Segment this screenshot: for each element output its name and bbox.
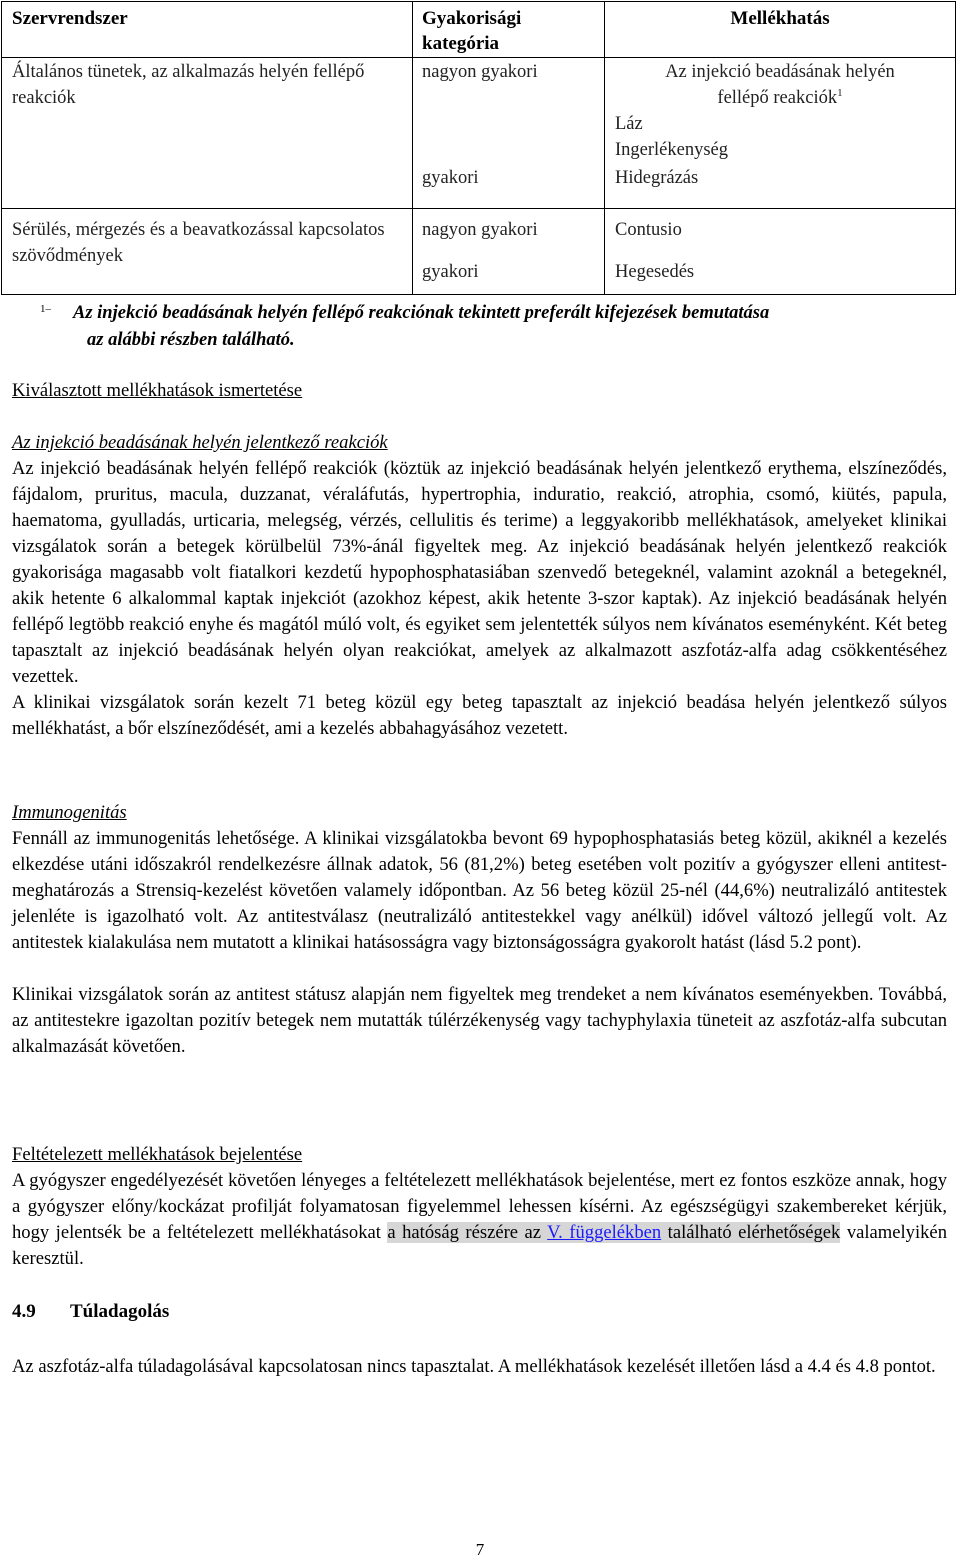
table-freq-common: gyakori [422,168,479,188]
table-ae-line: Az injekció beadásának helyén [665,62,895,82]
table-footnote [40,300,945,354]
table-freq-very-common: nagyon gyakori [422,220,538,240]
table-ae-chills: Hidegrázás [615,168,699,188]
section-reporting [12,1142,947,1272]
table-ae-line: fellépő reakciók$^1$ [717,86,843,108]
table-header-soc: Szervrendszer [12,8,128,29]
table-ae-scar: Hegesedés [615,262,695,282]
highlighted-text: a hatóság részére az V. függelékben található elérhetőségek [387,1222,841,1243]
section-injection-site-reactions [12,430,947,742]
table-row-divider [2,57,955,58]
table-freq-very-common: nagyon gyakori [422,62,538,82]
paragraph: Az injekció beadásának helyén fellépő reakciók (köztük az injekció beadásának helyén jelentkező erythema, elszíneződés, fájdalom, pruritus, macula, duzzanat, véraláfutás, hypertrophia, induratio, reakció, atrophia, csomó, kiütés, papula, haematoma, gyulladás, urticaria, melegség, vérzés, cellulitis és terime) a leggyakoribb mellékhatások, amelyeket klinikai vizsgálatok során a betegek körülbelül 73%-ánál figyeltek meg. Az injekció beadásának helyén jelentkező reakciók gyakorisága magasabb volt fiatalkori kezdetű hypophosphatasiában szenvedő betegeknél, valamint azoknál a betegeknél, akik hetente 6 alkalommal kaptak injekciót (azokhoz képest, akik hetente 3-szor kaptak). Az injekció beadásának helyén fellépő legtöbb reakció enyhe és magától múló volt, és egyiket sem jelentették súlyos nem kívánatos eseményként. Két beteg tapasztalt az injekció beadásának helyén olyan reakciókat, amelyek az alkalmazott aszfotáz-alfa adag csökkentéséhez vezettek. [12,458,947,687]
section-heading-overdose [12,1301,169,1323]
adverse-reactions-table [1,1,956,295]
table-header-frequency: Gyakorisági kategória [422,8,522,54]
section-heading: Kiválasztott mellékhatások ismertetése [12,380,303,401]
paragraph: Az aszfotáz-alfa túladagolásával kapcsolatosan nincs tapasztalat. A mellékhatások kezelését illetően lásd a 4.4 és 4.8 pontot. [12,1356,936,1377]
subsection-heading: Az injekció beadásának helyén jelentkező reakciók [12,432,388,453]
section-title: Túladagolás [70,1301,170,1322]
table-ae-line: Láz [615,114,643,134]
footnote-mark: 1– [40,303,51,315]
table-freq-common: gyakori [422,262,479,282]
page-number: 7 [475,1540,485,1559]
table-ae-line: Ingerlékenység [615,140,729,160]
table-soc-general: Általános tünetek, az alkalmazás helyén fellépő reakciók [12,62,365,108]
paragraph: Fennáll az immunogenitás lehetősége. A klinikai vizsgálatokba bevont 69 hypophosphatasiás beteg közül, akiknél a kezelés elkezdése utáni időszakról rendelkezésre állnak adatok, 56 (81,2%) beteg esetében volt pozitív a gyógyszer elleni antitest-meghatározás a Strensiq-kezelést követően valamely időpontban. Az 56 beteg közül 25-nél (44,6%) neutralizáló antitestek jelenléte is igazolható volt. Az antitestválasz (neutralizáló antitestekkel vagy anélkül) idővel változó jellegű volt. Az antitestek kialakulása nem mutatott a klinikai hatásosságra vagy biztonságosságra gyakorolt hatást (lásd 5.2 pont). [12,828,947,953]
section-selected-adverse-reactions [12,378,947,404]
footnote-ref: 1 [837,86,843,99]
paragraph: Klinikai vizsgálatok során az antitest státusz alapján nem figyeltek meg trendeket a nem kívánatos eseményekben. Továbbá, az antitestekre igazoltan pozitív betegek nem mutatták túlérzékenység vagy tachyphylaxia tüneteit az aszfotáz-alfa subcutan alkalmazását követően. [12,984,947,1057]
section-overdose [12,1354,947,1380]
section-immunogenicity [12,800,947,1060]
table-ae-contusion: Contusio [615,220,682,240]
table-soc-injury: Sérülés, mérgezés és a beavatkozással kapcsolatos szövődmények [12,220,385,266]
table-header-adverse-reaction: Mellékhatás [730,8,830,29]
table-row-divider [2,208,955,209]
paragraph: A gyógyszer engedélyezését követően lényeges a feltételezett mellékhatások bejelentése, mert ez fontos eszköze annak, hogy a gyógyszer előny/kockázat profilját folyamatosan figyelemmel lehessen kísérni. Az egészségügyi szakembereket kérjük, hogy jelentsék be a feltételezett mellékhatásokat a hatóság részére az V. függelékben található elérhetőségek valamelyikén keresztül. [12,1170,947,1269]
section-number: 4.9 [12,1301,36,1322]
table-col-divider [412,2,413,294]
appendix-v-link[interactable]: V. függelékben [547,1222,662,1243]
subsection-heading: Immunogenitás [12,802,127,823]
footnote-line-2: az alábbi részben található. [87,330,295,350]
table-ae-cell [605,59,955,163]
subsection-heading: Feltételezett mellékhatások bejelentése [12,1144,303,1165]
footnote-line-1: Az injekció beadásának helyén fellépő reakciónak tekintett preferált kifejezések bemutatása [73,303,770,323]
paragraph: A klinikai vizsgálatok során kezelt 71 beteg közül egy beteg tapasztalt az injekció beadása helyén jelentkező súlyos mellékhatást, a bőr elszíneződését, ami a kezelés abbahagyásához vezetett. [12,692,947,739]
